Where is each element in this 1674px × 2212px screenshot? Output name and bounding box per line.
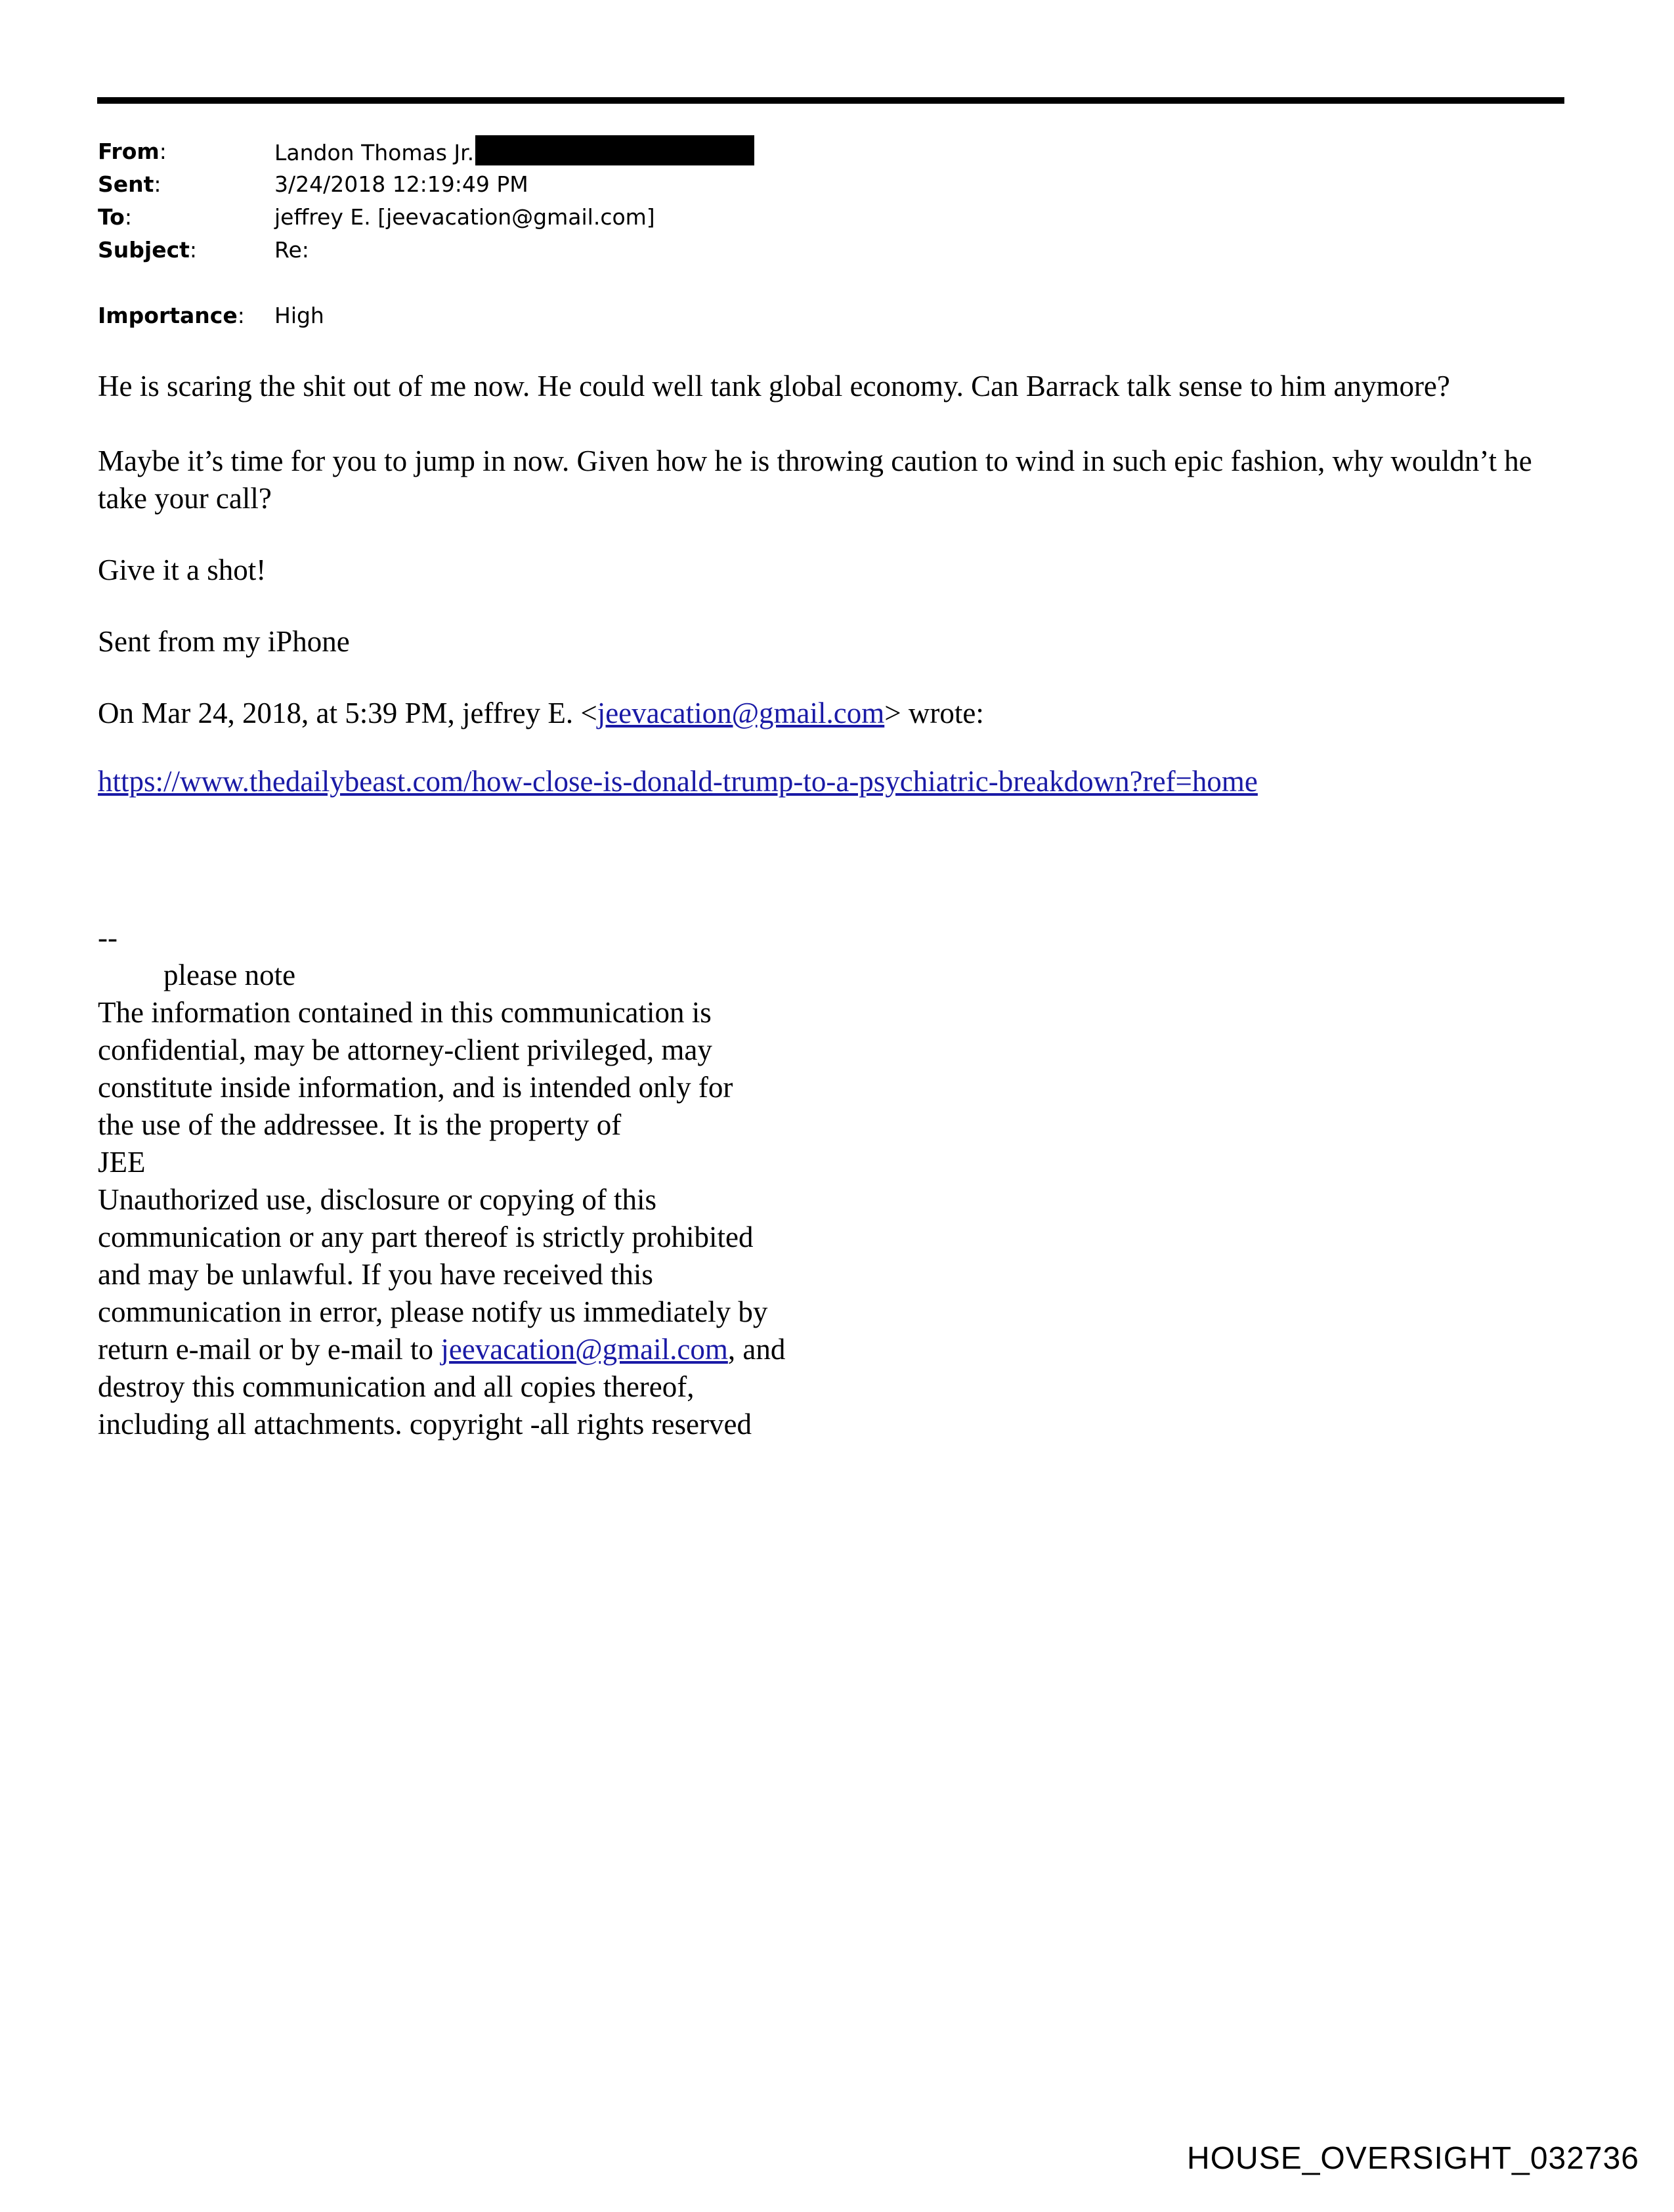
from-value: Landon Thomas Jr.: [274, 140, 475, 165]
quote-email-link[interactable]: jeevacation@gmail.com: [597, 697, 885, 729]
to-value: jeffrey E. [jeevacation@gmail.com]: [274, 204, 655, 230]
email-body: [98, 368, 1575, 800]
sent-value: 3/24/2018 12:19:49 PM: [274, 171, 528, 197]
disclaimer-return-line: [98, 1331, 1017, 1368]
subject-label-wrap: [98, 234, 197, 267]
disclaimer-line: The information contained in this communication is: [98, 996, 712, 1029]
subject-colon: :: [189, 237, 198, 263]
bates-number: HOUSE_OVERSIGHT_032736: [1187, 2141, 1639, 2176]
sent-label-wrap: [98, 168, 161, 201]
importance-label: Importance: [98, 303, 238, 328]
disclaimer-line: destroy this communication and all copies thereof,: [98, 1370, 695, 1403]
top-divider: [97, 97, 1564, 104]
to-label-wrap: [98, 201, 132, 234]
quote-prefix: On Mar 24, 2018, at 5:39 PM, jeffrey E. <: [98, 697, 597, 729]
disclaimer-line: communication in error, please notify us immediately by: [98, 1295, 768, 1328]
please-note: please note: [163, 959, 296, 991]
subject-label: Subject: [98, 237, 190, 263]
signature-separator: --: [98, 921, 118, 954]
return-suffix: , and: [727, 1333, 786, 1366]
disclaimer-line: constitute inside information, and is intended only for: [98, 1071, 733, 1104]
return-prefix: return e-mail or by e-mail to: [98, 1333, 441, 1366]
disclaimer-line: JEE: [98, 1146, 146, 1179]
from-label-wrap: [98, 135, 167, 168]
body-paragraph-2: Maybe it’s time for you to jump in now. Given how he is throwing caution to wind in such epic fashion, why wouldn’t he take your call?: [98, 445, 1532, 515]
importance-value: High: [274, 303, 324, 328]
from-label: From: [98, 139, 160, 164]
from-value-wrap: [274, 135, 754, 169]
article-link[interactable]: https://www.thedailybeast.com/how-close-is-donald-trump-to-a-psychiatric-breakdown?ref=home: [98, 765, 1258, 798]
disclaimer-line: and may be unlawful. If you have received this: [98, 1258, 653, 1291]
body-paragraph-1: He is scaring the shit out of me now. He could well tank global economy. Can Barrack talk sense to him anymore?: [98, 370, 1450, 402]
disclaimer-line: Unauthorized use, disclosure or copying of this: [98, 1183, 657, 1216]
to-label: To: [98, 204, 125, 230]
disclaimer-line: including all attachments. copyright -all rights reserved: [98, 1408, 752, 1441]
redaction-box: [475, 135, 754, 165]
subject-value: Re:: [274, 237, 309, 263]
importance-colon: :: [237, 303, 245, 328]
return-email-link[interactable]: jeevacation@gmail.com: [440, 1333, 728, 1366]
sent-colon: :: [154, 171, 161, 197]
disclaimer-line: communication or any part thereof is strictly prohibited: [98, 1221, 754, 1253]
quote-suffix: > wrote:: [884, 697, 984, 729]
quote-header: [98, 695, 1575, 732]
signature-line: Sent from my iPhone: [98, 625, 350, 658]
to-colon: :: [124, 204, 132, 230]
sent-label: Sent: [98, 171, 154, 197]
disclaimer: [98, 919, 1017, 1443]
disclaimer-line: the use of the addressee. It is the property of: [98, 1108, 622, 1141]
article-link-line: [98, 763, 1575, 800]
importance-label-wrap: [98, 299, 245, 332]
from-colon: :: [159, 139, 167, 164]
disclaimer-line: confidential, may be attorney-client privileged, may: [98, 1033, 712, 1066]
body-paragraph-3: Give it a shot!: [98, 553, 267, 586]
